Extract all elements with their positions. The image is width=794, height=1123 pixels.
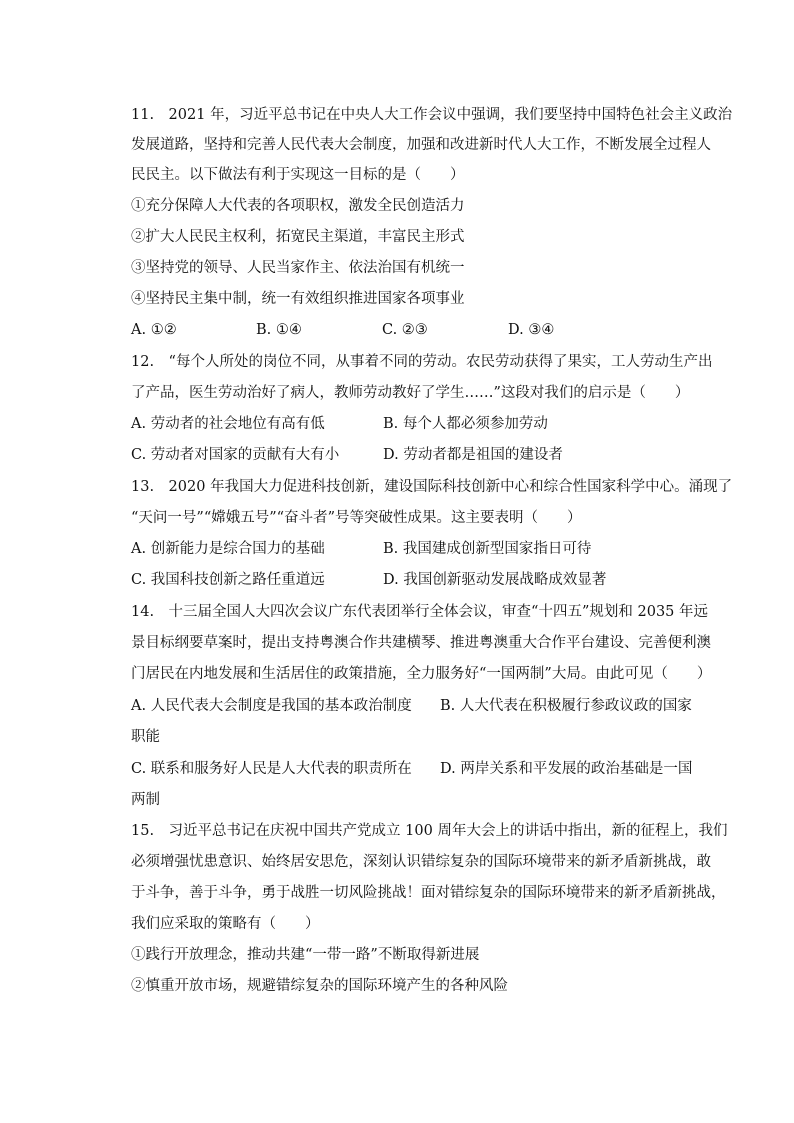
- q15-stem-line-1: 15. 习近平总书记在庆祝中国共产党成立 100 周年大会上的讲话中指出，新的征程上，我们: [131, 823, 728, 839]
- q14-option-c: C. 联系和服务好人民是人大代表的职责所在: [131, 761, 412, 777]
- q12-stem-line-1: 12. “每个人所处的岗位不同，从事着不同的劳动。农民劳动获得了果实，工人劳动生产出: [131, 354, 713, 370]
- q12-option-b: B. 每个人都必须参加劳动: [383, 416, 548, 432]
- q14-stem-line-2: 景目标纲要草案时，提出支持粤澳合作共建横琴、推进粤澳重大合作平台建设、完善便利澳: [131, 635, 711, 651]
- q13-option-c: C. 我国科技创新之路任重道远: [131, 572, 325, 588]
- q13-option-d: D. 我国创新驱动发展战略成效显著: [383, 572, 607, 588]
- q13-option-a: A. 创新能力是综合国力的基础: [131, 541, 325, 557]
- q14-stem-line-1: 14. 十三届全国人大四次会议广东代表团举行全体会议，审查“十四五”规划和 2035 年远: [131, 604, 709, 620]
- q11-option-d: D. ③④: [508, 322, 555, 338]
- q11-statement-4: ④坚持民主集中制，统一有效组织推进国家各项事业: [131, 291, 465, 307]
- q11-stem-line-3: 民民主。以下做法有利于实现这一目标的是（ ）: [131, 167, 465, 183]
- q15-statement-2: ②慎重开放市场，规避错综复杂的国际环境产生的各种风险: [131, 978, 508, 994]
- q12-option-a: A. 劳动者的社会地位有高有低: [131, 416, 325, 432]
- q13-stem-line-1: 13. 2020 年我国大力促进科技创新，建设国际科技创新中心和综合性国家科学中心。涌现了: [131, 479, 733, 495]
- q11-statement-3: ③坚持党的领导、人民当家作主、依法治国有机统一: [131, 260, 465, 276]
- q13-option-b: B. 我国建成创新型国家指日可待: [383, 541, 592, 557]
- q11-option-a: A. ①②: [131, 322, 177, 338]
- q14-option-b-cont: 职能: [131, 729, 160, 745]
- q14-option-a: A. 人民代表大会制度是我国的基本政治制度: [131, 698, 412, 714]
- q11-statement-1: ①充分保障人大代表的各项职权，激发全民创造活力: [131, 198, 465, 214]
- q11-option-b: B. ①④: [256, 322, 302, 338]
- q11-statement-2: ②扩大人民民主权利，拓宽民主渠道，丰富民主形式: [131, 229, 465, 245]
- q15-statement-1: ①践行开放理念，推动共建“一带一路”不断取得新进展: [131, 947, 480, 963]
- q15-stem-line-2: 必须增强忧患意识、始终居安思危，深刻认识错综复杂的国际环境带来的新矛盾新挑战，敢: [131, 854, 711, 870]
- q14-option-d-cont: 两制: [131, 792, 160, 808]
- q14-stem-line-3: 门居民在内地发展和生活居住的政策措施，全力服务好“一国两制”大局。由此可见（ ）: [131, 666, 712, 682]
- q12-stem-line-2: 了产品，医生劳动治好了病人，教师劳动教好了学生……”这段对我们的启示是（ ）: [131, 385, 690, 401]
- q13-stem-line-2: “天问一号”“嫦娥五号”“奋斗者”号等突破性成果。这主要表明（ ）: [131, 510, 582, 526]
- q14-option-d: D. 两岸关系和平发展的政治基础是一国: [440, 761, 693, 777]
- q11-stem-line-1: 11. 2021 年，习近平总书记在中央人大工作会议中强调，我们要坚持中国特色社会主义政治: [131, 107, 733, 123]
- q12-option-c: C. 劳动者对国家的贡献有大有小: [131, 447, 340, 463]
- q15-stem-line-3: 于斗争，善于斗争，勇于战胜一切风险挑战！面对错综复杂的国际环境带来的新矛盾新挑战，: [131, 885, 726, 901]
- q14-option-b: B. 人大代表在积极履行参政议政的国家: [440, 698, 692, 714]
- q11-stem-line-2: 发展道路，坚持和完善人民代表大会制度，加强和改进新时代人大工作，不断发展全过程人: [131, 137, 711, 153]
- q15-stem-line-4: 我们应采取的策略有（ ）: [131, 916, 320, 932]
- q12-option-d: D. 劳动者都是祖国的建设者: [383, 447, 563, 463]
- q11-option-c: C. ②③: [382, 322, 428, 338]
